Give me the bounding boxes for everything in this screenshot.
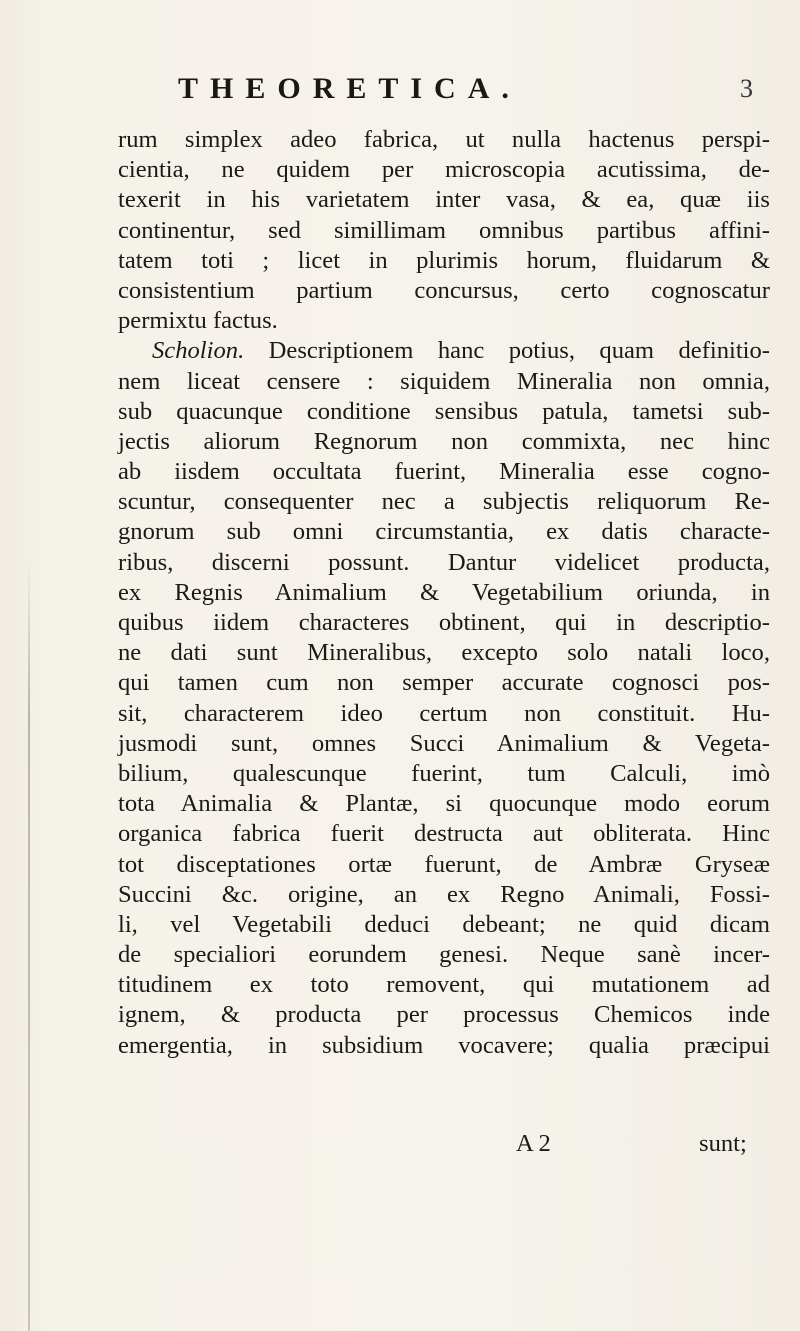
text-line: rum simplex adeo fabrica, ut nulla hactenus perspi- xyxy=(118,126,770,153)
text-line: nem liceat censere : siquidem Mineralia non omnia, xyxy=(118,367,770,395)
running-head: THEORETICA. xyxy=(178,72,521,105)
gutter-shadow xyxy=(28,560,30,1331)
page-header xyxy=(0,72,800,112)
text-line: Succini &c. origine, an ex Regno Animali, Fossi- xyxy=(118,880,770,908)
text-line: tota Animalia & Plantæ, si quocunque modo eorum xyxy=(118,790,770,818)
signature-mark: A 2 xyxy=(516,1130,551,1157)
text-line: de specialiori eorundem genesi. Neque sanè incer- xyxy=(118,941,770,969)
body-text xyxy=(118,125,770,1061)
scholion-label: Scholion. xyxy=(152,337,245,365)
text-line: ab iisdem occultata fuerint, Mineralia esse cogno- xyxy=(118,458,770,486)
text-line: tot disceptationes ortæ fuerunt, de Ambræ Gryseæ xyxy=(118,850,770,878)
text-line: consistentium partium concursus, certo cognoscatur xyxy=(118,276,770,304)
text-line: qui tamen cum non semper accurate cognosci pos- xyxy=(118,669,770,697)
text-line: scuntur, consequenter nec a subjectis reliquorum Re- xyxy=(118,488,770,516)
text-line: bilium, qualescunque fuerint, tum Calculi, imò xyxy=(118,759,770,787)
text-line: titudinem ex toto removent, qui mutationem ad xyxy=(118,971,770,999)
text-line: sit, characterem ideo certum non constituit. Hu- xyxy=(118,699,770,727)
text-line: jectis aliorum Regnorum non commixta, nec hinc xyxy=(118,427,770,455)
text-line: quibus iidem characteres obtinent, qui in descriptio- xyxy=(118,609,770,636)
text-line: permixtu factus. xyxy=(118,307,278,335)
text-line: ribus, discerni possunt. Dantur videlicet producta, xyxy=(118,548,770,576)
catchword: sunt; xyxy=(699,1130,747,1157)
text-line: ne dati sunt Mineralibus, excepto solo natali loco, xyxy=(118,639,770,667)
text-line: continentur, sed simillimam omnibus partibus affini- xyxy=(118,216,770,244)
text-line: li, vel Vegetabili deduci debeant; ne quid dicam xyxy=(118,910,770,938)
text-line: organica fabrica fuerit destructa aut obliterata. Hinc xyxy=(118,820,770,848)
text-line: gnorum sub omni circumstantia, ex datis characte- xyxy=(118,518,770,546)
scholion-first-line xyxy=(118,336,770,366)
text-line: tatem toti ; licet in plurimis horum, fluidarum & xyxy=(118,246,770,274)
text-line: sub quacunque conditione sensibus patula, tametsi sub- xyxy=(118,397,770,425)
text-line: emergentia, in subsidium vocavere; qualia præcipui xyxy=(118,1031,770,1059)
text-line: ignem, & producta per processus Chemicos inde xyxy=(118,1001,770,1029)
text-line: jusmodi sunt, omnes Succi Animalium & Vegeta- xyxy=(118,729,770,757)
text-line: cientia, ne quidem per microscopia acutissima, de- xyxy=(118,156,770,184)
page-number: 3 xyxy=(740,74,753,103)
scholion-text: Descriptionem hanc potius, quam definitio- xyxy=(244,337,770,365)
text-line: texerit in his varietatem inter vasa, & ea, quæ iis xyxy=(118,186,770,214)
text-line: ex Regnis Animalium & Vegetabilium oriunda, in xyxy=(118,578,770,606)
page-footer xyxy=(118,1130,770,1160)
